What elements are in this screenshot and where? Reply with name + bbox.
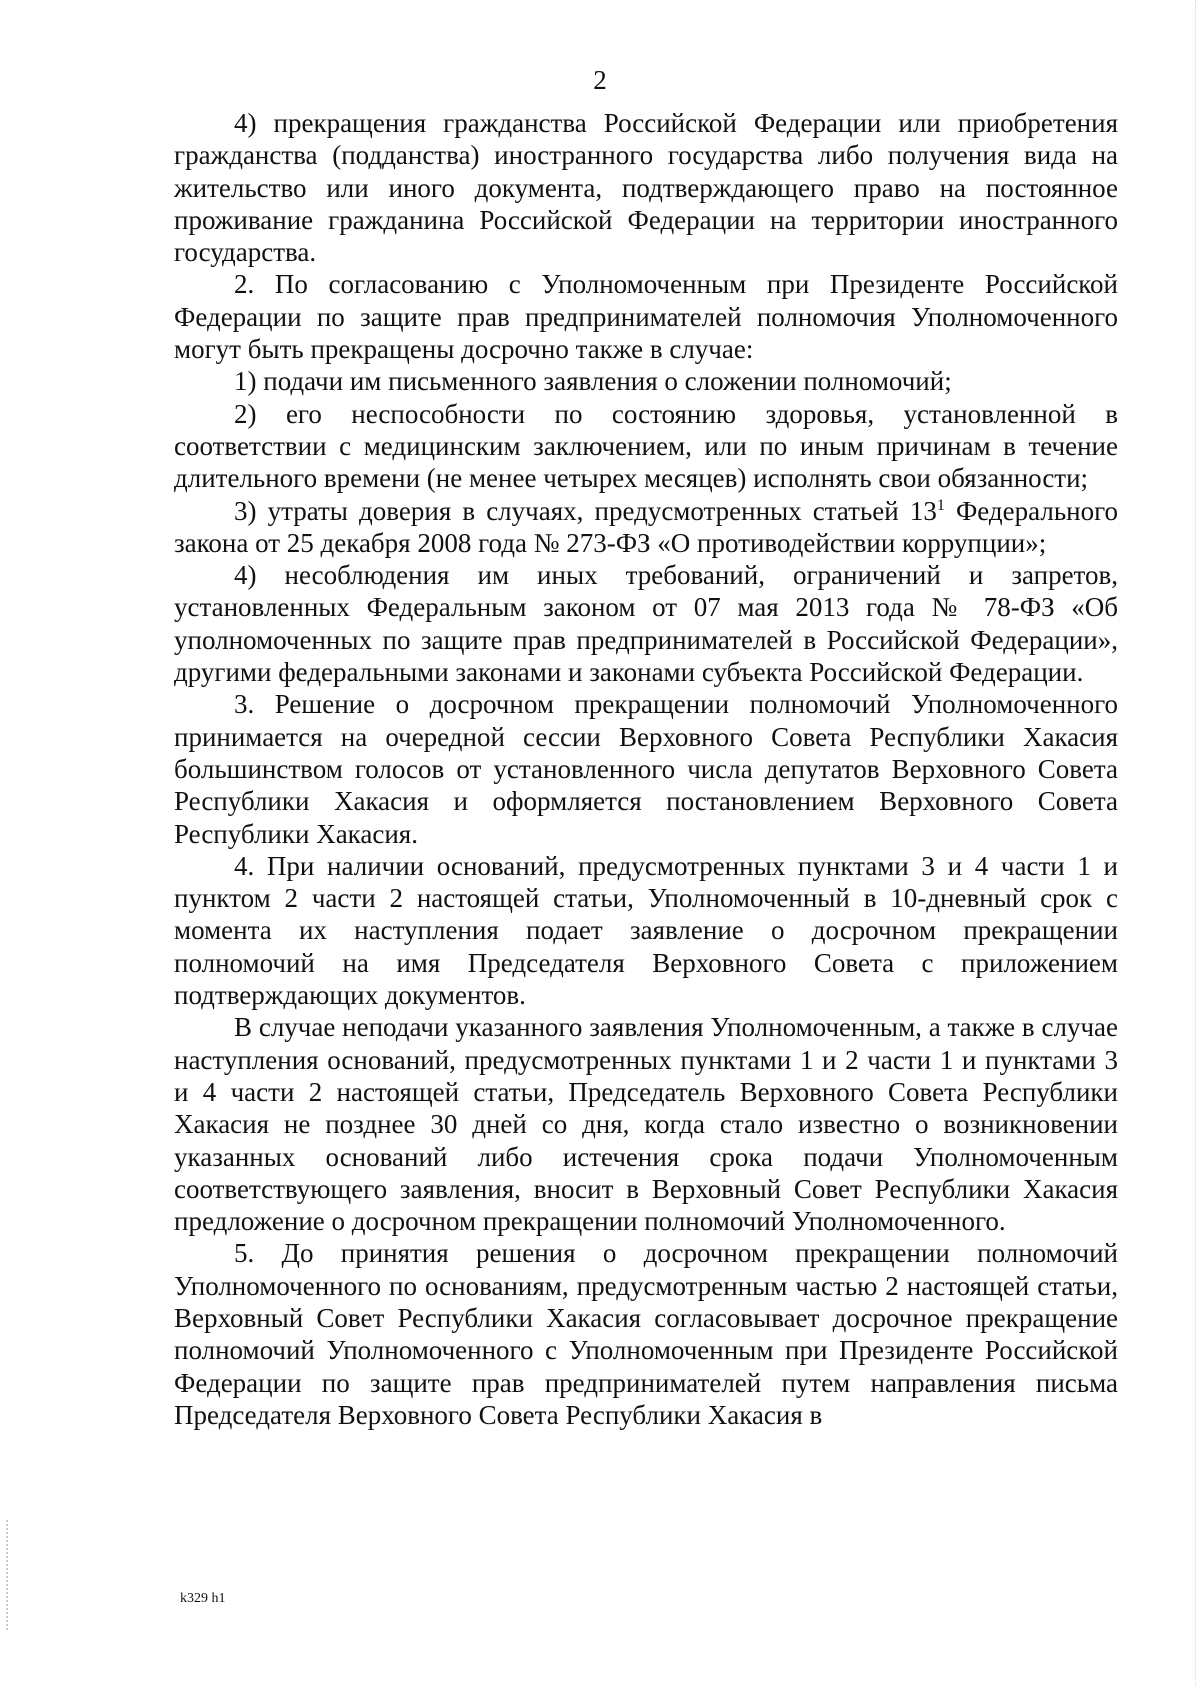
paragraph-part-4-non-submission: В случае неподачи указанного заявления Уполномоченным, а также в случае наступления оснований, предусмотренных пунктами 1 и 2 части 1 и пунктами 3 и 4 части 2 настоящей статьи, Председатель Верховного Совета Республики Хакасия не позднее 30 дней со дня, когда стало известно о возникновении указанных оснований либо истечения срока подачи Уполномоченным соответствующего заявления, вносит в Верховный Совет Республики Хакасия предложение о досрочном прекращении полномочий Уполномоченного. xyxy=(174,1012,1118,1237)
paragraph-citizenship-termination: 4) прекращения гражданства Российской Федерации или приобретения гражданства (подданства) иностранного государства либо получения вида на жительство или иного документа, подтверждающего право на постоянное проживание гражданина Российской Федерации на территории иностранного государства. xyxy=(174,108,1118,268)
scan-edge-mark-right xyxy=(1191,0,1196,1686)
paragraph-item-3-loss-of-trust xyxy=(174,495,1118,560)
item-3-text-before: 3) утраты доверия в случаях, предусмотренных статьей 13 xyxy=(234,495,937,526)
paragraph-item-2-incapacity: 2) его неспособности по состоянию здоровья, установленной в соответствии с медицинским заключением, или по иным причинам в течение длительного времени (не менее четырех месяцев) исполнять свои обязанности; xyxy=(174,398,1118,494)
item-3-text-after: Федерального закона от 25 декабря 2008 года № 273-ФЗ «О противодействии коррупции»; xyxy=(174,495,1118,558)
paragraph-part-3-decision: 3. Решение о досрочном прекращении полномочий Уполномоченного принимается на очередной сессии Верховного Совета Республики Хакасия большинством голосов от установленного числа депутатов Верховного Совета Республики Хакасия и оформляется постановлением Верховного Совета Республики Хакасия. xyxy=(174,689,1118,849)
paragraph-part-5-coordination: 5. До принятия решения о досрочном прекращении полномочий Уполномоченного по основаниям, предусмотренным частью 2 настоящей статьи, Верховный Совет Республики Хакасия согласовывает досрочное прекращение полномочий Уполномоченного с Уполномоченным при Президенте Российской Федерации по защите прав предпринимателей путем направления письма Председателя Верховного Совета Республики Хакасия в xyxy=(174,1238,1118,1430)
page-number: 2 xyxy=(593,65,607,95)
scan-edge-mark-left xyxy=(6,1520,16,1630)
document-body xyxy=(174,107,1118,1431)
paragraph-part-2-intro: 2. По согласованию с Уполномоченным при Президенте Российской Федерации по защите прав предпринимателей полномочия Уполномоченного могут быть прекращены досрочно также в случае: xyxy=(174,269,1118,365)
paragraph-item-4-noncompliance: 4) несоблюдения им иных требований, ограничений и запретов, установленных Федеральным законом от 07 мая 2013 года № 78-ФЗ «Об уполномоченных по защите прав предпринимателей в Российской Федерации», другими федеральными законами и законами субъекта Российской Федерации. xyxy=(174,560,1118,688)
article-superscript: 1 xyxy=(936,496,945,514)
paragraph-item-1-resignation: 1) подачи им письменного заявления о сложении полномочий; xyxy=(234,366,952,397)
document-footer-code: k329 h1 xyxy=(180,1591,226,1606)
paragraph-part-4-application: 4. При наличии оснований, предусмотренных пунктами 3 и 4 части 1 и пунктом 2 части 2 настоящей статьи, Уполномоченный в 10-дневный срок с момента их наступления подает заявление о досрочном прекращении полномочий на имя Председателя Верховного Совета с приложением подтверждающих документов. xyxy=(174,850,1118,1011)
